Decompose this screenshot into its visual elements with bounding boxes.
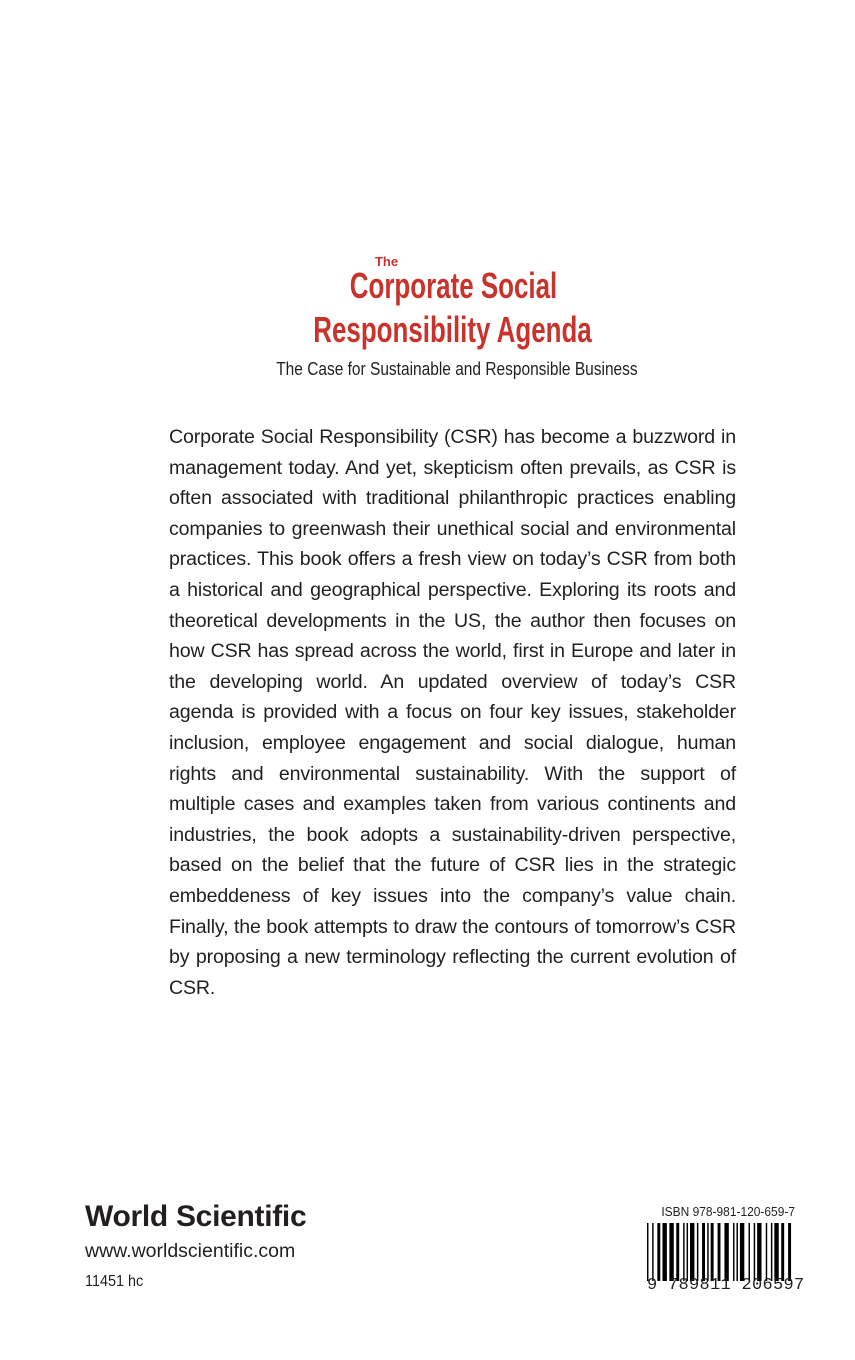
- title-article: The: [374, 254, 399, 269]
- product-code: 11451 hc: [85, 1273, 144, 1290]
- publisher-block: [85, 1199, 306, 1294]
- book-title: [0, 255, 855, 352]
- publisher-name: World Scientific: [85, 1200, 307, 1233]
- book-subtitle: The Case for Sustainable and Responsible Business: [276, 359, 638, 379]
- isbn-block: [647, 1204, 805, 1295]
- book-description: Corporate Social Responsibility (CSR) has become a buzzword in management today. And yet, skepticism often prevails, as CSR is often associated with traditional philanthropic practices enabling companies to greenwash their unethical social and environmental practices. This book offers a fresh view on today’s CSR from both a historical and geographical perspective. Exploring its roots and theoretical developments in the US, the author then focuses on how CSR has spread across the world, first in Europe and later in the developing world. An updated overview of today’s CSR agenda is provided with a focus on four key issues, stakeholder inclusion, employee engagement and social dialogue, human rights and environmental sustainability. With the support of multiple cases and examples taken from various continents and industries, the book adopts a sustainability-driven perspective, based on the belief that the future of CSR lies in the strategic embeddeness of key issues into the company’s value chain. Finally, the book attempts to draw the contours of tomorrow’s CSR by proposing a new terminology reflecting the current evolution of CSR.: [169, 426, 736, 999]
- barcode-icon: [647, 1223, 795, 1281]
- isbn-label: ISBN 978-981-120-659-7: [661, 1204, 795, 1219]
- title-line-1: Corporate Social: [349, 265, 558, 306]
- publisher-url: www.worldscientific.com: [85, 1240, 296, 1262]
- barcode-digits: 9 789811 206597: [647, 1276, 805, 1295]
- title-line-2: Responsibility Agenda: [313, 309, 592, 350]
